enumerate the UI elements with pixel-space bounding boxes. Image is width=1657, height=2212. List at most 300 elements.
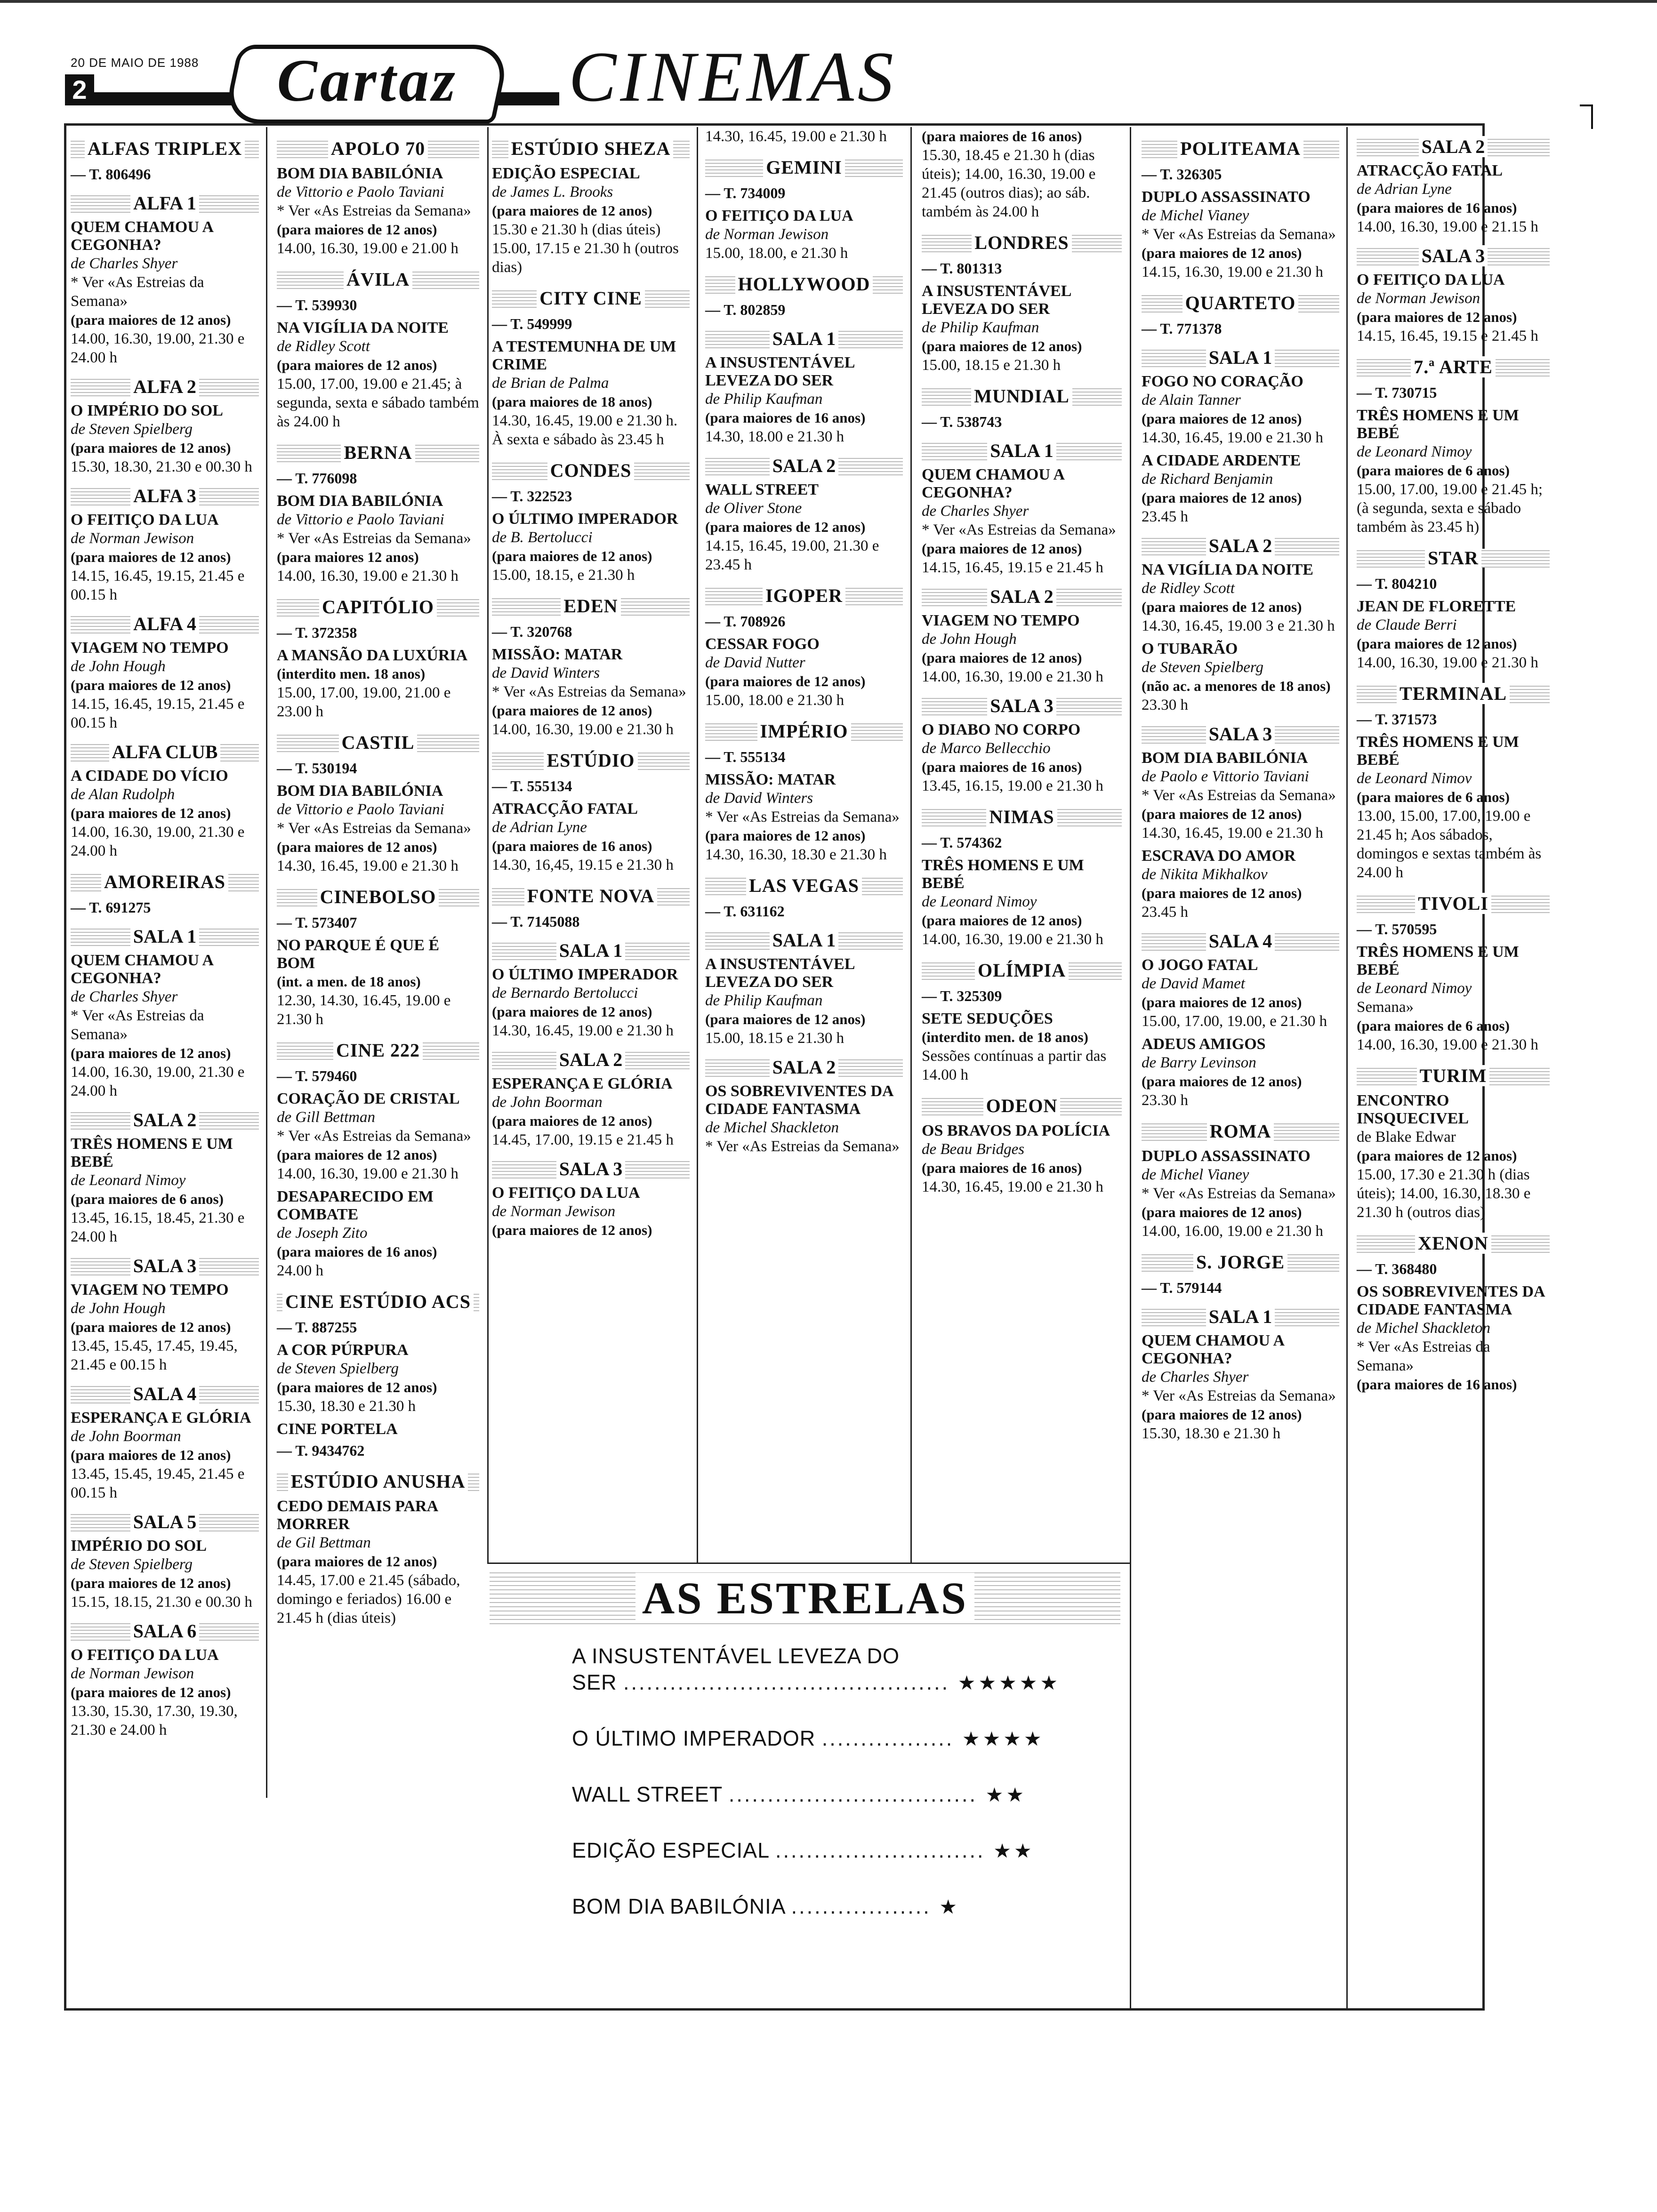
film-entry (705, 635, 903, 710)
cinema-name-text: LONDRES (972, 232, 1071, 253)
age-rating: (interdito men. 18 anos) (277, 665, 426, 682)
cinema-name-text: CONDES (547, 460, 635, 481)
film-entry (277, 165, 479, 258)
cinema-name (922, 233, 1122, 252)
star-film-title: A INSUSTENTÁVEL LEVEZA DO (572, 1644, 900, 1668)
film-note: * Ver «As Estreias da Semana» (705, 809, 900, 825)
cinema-phone: — T. 538743 (922, 413, 1002, 430)
showtimes: 15.00, 17.00, 19.00, e 21.30 h (1142, 1013, 1327, 1030)
film-director: de Leonard Nimoy (71, 1172, 186, 1189)
sala-name-text: ALFA 1 (130, 192, 199, 214)
cinema-phone: — T. 579144 (1142, 1279, 1222, 1296)
film-title: IMPÉRIO DO SOL (71, 1537, 207, 1555)
age-rating: (para maiores de 12 anos) (492, 202, 652, 219)
showtimes: 14.30, 16.45, 19.00 e 21.30 h (705, 128, 887, 145)
age-rating: (para maiores de 12 anos) (1142, 410, 1302, 427)
sala-name-text: ALFA 3 (130, 485, 199, 506)
listing-column-4 (705, 127, 903, 1159)
showtimes: 23.30 h (1142, 1092, 1188, 1109)
stars-box (490, 1572, 1120, 1949)
star-rating: ★★★★★ (949, 1672, 1061, 1694)
film-entry (71, 767, 259, 860)
stars-list (490, 1643, 1120, 1920)
film-note: * Ver «As Estreias da Semana» (1142, 226, 1336, 243)
film-entry (1357, 943, 1550, 1054)
cinema-name (1357, 358, 1550, 377)
film-director: de David Mamet (1142, 975, 1245, 992)
cinema-name-text: CITY CINE (537, 288, 645, 309)
cinema-name (705, 158, 903, 177)
film-director: de David Nutter (705, 654, 805, 671)
cinema-phone: — T. 372358 (277, 624, 357, 641)
cinema-name (277, 888, 479, 906)
showtimes: 12.30, 14.30, 16.45, 19.00 e 21.30 h (277, 992, 451, 1028)
sala-name-text: SALA 1 (1206, 1306, 1275, 1327)
age-rating: (para maiores de 12 anos) (71, 549, 231, 565)
film-entry (1357, 1092, 1550, 1222)
film-title: A INSUSTENTÁVEL LEVEZA DO SER (705, 955, 854, 991)
cinema-name-text: ALFAS TRIPLEX (85, 138, 245, 159)
film-title: O DIABO NO CORPO (922, 721, 1081, 738)
showtimes: 14.00, 16.30, 19.00 e 21.30 h (492, 721, 674, 738)
film-entry (922, 1122, 1122, 1196)
film-title: DESAPARECIDO EM COMBATE (277, 1188, 434, 1223)
cinema-name-text: NIMAS (986, 806, 1057, 827)
film-title: WALL STREET (705, 481, 819, 498)
cinema-name-text: 7.ª ARTE (1411, 356, 1496, 377)
film-entry (922, 282, 1122, 375)
cinema-name (705, 722, 903, 741)
film-director: de Michel Vianey (1142, 207, 1249, 224)
showtimes: 14.30, 16.45, 19.00 e 21.30 h. À sexta e sábado às 23.45 h (492, 412, 678, 448)
showtimes: Sessões contínuas a partir das 14.00 h (922, 1048, 1107, 1083)
cinema-name (1142, 294, 1339, 313)
cinema-name (1357, 684, 1550, 703)
film-entry (492, 646, 690, 739)
film-title: OS BRAVOS DA POLÍCIA (922, 1122, 1110, 1139)
film-title: ESPERANÇA E GLÓRIA (492, 1075, 673, 1092)
film-entry (492, 1184, 690, 1240)
film-director: de Leonard Nimoy (1357, 980, 1472, 997)
cinema-name (492, 139, 690, 158)
age-rating: (int. a men. de 18 anos) (277, 973, 421, 990)
film-title: BOM DIA BABILÓNIA (277, 165, 443, 182)
age-rating: (para maiores de 16 anos) (922, 759, 1082, 775)
film-entry (277, 937, 479, 1029)
cinema-name-text: HOLLYWOOD (735, 273, 873, 295)
film-note: * Ver «As Estreias da Semana» (1142, 1185, 1336, 1202)
age-rating: (para maiores de 12 anos) (922, 649, 1082, 666)
film-title: BOM DIA BABILÓNIA (1142, 749, 1308, 767)
logo-text: Cartaz (277, 47, 458, 114)
sala-name (922, 587, 1122, 606)
showtimes: 14.00, 16.30, 19.00 e 21.30 h (922, 931, 1103, 948)
age-rating: (para maiores de 12 anos) (71, 677, 231, 693)
film-director: de Norman Jewison (1357, 290, 1480, 307)
column-divider (697, 127, 698, 1563)
age-rating: (para maiores de 12 anos) (922, 338, 1082, 354)
film-title: O ÚLTIMO IMPERADOR (492, 966, 678, 983)
cinema-name (71, 873, 259, 891)
film-entry (71, 1135, 259, 1246)
film-entry (277, 1090, 479, 1183)
showtimes: 15.00, 17.00, 19.00 e 21.45; à segunda, sexta e sábado também às 24.00 h (277, 376, 479, 430)
showtimes: 14.30, 16.45, 19.00 e 21.30 h (1142, 825, 1323, 842)
cinema-name-text: IMPÉRIO (757, 721, 851, 742)
cinema-phone: — T. 579460 (277, 1067, 357, 1084)
column-divider (1346, 127, 1348, 2010)
film-title: FOGO NO CORAÇÃO (1142, 373, 1303, 390)
cinema-name (277, 1472, 479, 1491)
star-rating-row (572, 1725, 1120, 1752)
film-title: A CIDADE DO VÍCIO (71, 767, 228, 785)
sala-name-text: SALA 2 (987, 586, 1056, 607)
listing-column-1 (71, 127, 259, 1742)
cinema-name (277, 443, 479, 462)
age-rating: (para maiores de 12 anos) (71, 1575, 231, 1591)
film-title: VIAGEM NO TEMPO (71, 639, 229, 657)
star-film-title-cont: SER (572, 1670, 624, 1694)
film-entry (277, 647, 479, 721)
sala-name (71, 1385, 259, 1403)
sala-name-text: SALA 3 (556, 1158, 626, 1179)
age-rating: (para maiores de 12 anos) (1142, 245, 1302, 261)
cinema-name (492, 597, 690, 616)
cinema-name (71, 139, 259, 158)
film-entry (705, 481, 903, 574)
film-entry (1142, 373, 1339, 447)
film-entry (1357, 1283, 1550, 1394)
film-director: de Alain Tanner (1142, 392, 1241, 409)
cinema-phone: — T. 326305 (1142, 166, 1222, 183)
showtimes: 15.00, 18.15 e 21.30 h (705, 1030, 845, 1047)
age-rating: (para maiores de 12 anos) (922, 912, 1082, 929)
age-rating: (para maiores de 12 anos) (1142, 1406, 1302, 1423)
film-title: O ÚLTIMO IMPERADOR (492, 510, 678, 528)
cinema-phone: — T. 320768 (492, 623, 572, 640)
film-director: de Norman Jewison (492, 1203, 616, 1220)
showtimes: 14.00, 16.30, 19.00 e 21.30 h (277, 1165, 458, 1182)
film-note: * Ver «As Estreias da Semana» (492, 683, 686, 700)
sala-name (705, 329, 903, 348)
sala-name (71, 377, 259, 396)
film-director: de Steven Spielberg (71, 421, 193, 438)
film-note: * Ver «As Estreias da Semana» (277, 530, 471, 547)
column-divider (910, 127, 912, 1563)
film-title: ATRACÇÃO FATAL (1357, 162, 1503, 179)
listing-column-5 (922, 127, 1122, 1199)
film-director: de Claude Berri (1357, 617, 1457, 633)
star-rating: ★★ (985, 1840, 1035, 1862)
film-director: de B. Bertolucci (492, 529, 593, 546)
age-rating: (para maiores de 12 anos) (1142, 1204, 1302, 1220)
cinema-name (1142, 1122, 1339, 1141)
film-director: de Philip Kaufman (922, 319, 1039, 336)
film-entry (922, 612, 1122, 686)
film-entry (277, 319, 479, 431)
showtimes: 14.00, 16.30, 19.00 e 21.30 h (277, 568, 458, 585)
film-title: A INSUSTENTÁVEL LEVEZA DO SER (705, 354, 854, 389)
cinema-name-text: APOLO 70 (328, 138, 428, 159)
showtimes: 14.45, 17.00, 19.15 e 21.45 h (492, 1131, 674, 1148)
cinema-name (277, 598, 479, 617)
film-title: BOM DIA BABILÓNIA (277, 492, 443, 510)
listing-column-7 (1357, 127, 1550, 1397)
sala-name (705, 457, 903, 475)
age-rating: (para maiores de 16 anos) (1357, 200, 1517, 216)
film-note: * Ver «As Estreias da Semana» (71, 274, 204, 310)
star-film-title: BOM DIA BABILÓNIA (572, 1894, 791, 1918)
film-director: de Vittorio e Paolo Taviani (277, 184, 444, 200)
cinema-name (1357, 1066, 1550, 1085)
film-note: de Blake Edwar (1357, 1129, 1456, 1146)
top-rule (0, 0, 1657, 3)
cinema-phone: — T. 530194 (277, 760, 357, 777)
film-title: QUEM CHAMOU A CEGONHA? (71, 952, 213, 987)
film-title: A INSUSTENTÁVEL LEVEZA DO SER (922, 282, 1071, 318)
film-director: de John Hough (71, 658, 166, 675)
film-director: de Charles Shyer (1142, 1369, 1249, 1386)
cinema-phone: — T. 555134 (492, 777, 572, 794)
cinema-name (1142, 139, 1339, 158)
issue-date: 20 DE MAIO DE 1988 (71, 56, 199, 70)
showtimes: 14.30, 16,45, 19.15 e 21.30 h (492, 857, 674, 874)
cinema-phone: — T. 549999 (492, 315, 572, 332)
film-title: TRÊS HOMENS E UM BEBÉ (1357, 407, 1519, 442)
cinema-name-text: TIVOLI (1415, 893, 1491, 914)
showtimes: 14.30, 16.45, 19.00 e 21.30 h (492, 1022, 674, 1039)
showtimes: 13.45, 15.45, 19.45, 21.45 e 00.15 h (71, 1466, 245, 1501)
film-director: de Paolo e Vittorio Taviani (1142, 768, 1309, 785)
film-title: MISSÃO: MATAR (492, 646, 623, 663)
sala-name-text: SALA 3 (130, 1255, 200, 1276)
film-title: TRÊS HOMENS E UM BEBÉ (1357, 733, 1519, 769)
film-entry (705, 771, 903, 864)
showtimes: 14.30, 16.45, 19.00 e 21.30 h (922, 1178, 1103, 1195)
film-entry (1142, 452, 1339, 526)
cinema-phone: — T. 325309 (922, 987, 1002, 1004)
cinema-name (277, 270, 479, 289)
film-director: de Charles Shyer (922, 503, 1029, 520)
sala-name-text: SALA 5 (130, 1511, 200, 1532)
cinema-name-text: STAR (1425, 547, 1481, 569)
cinema-phone: — T. 804210 (1357, 575, 1437, 592)
cinema-name-text: AMOREIRAS (101, 871, 228, 892)
cinema-name-text: ESTÚDIO SHEZA (508, 138, 674, 159)
age-rating: (para maiores de 12 anos) (492, 548, 652, 564)
cinema-name (922, 387, 1122, 406)
film-entry (492, 338, 690, 449)
showtimes: 14.15, 16.45, 19.15, 21.45 e 00.15 h (71, 568, 245, 603)
cinema-name-text: XENON (1415, 1233, 1491, 1254)
film-title: EDIÇÃO ESPECIAL (492, 165, 640, 182)
sala-name (492, 1160, 690, 1178)
cartaz-logo (222, 45, 511, 124)
cinema-phone: — T. 708926 (705, 613, 786, 630)
film-note: * Ver «As Estreias da Semana» (922, 521, 1116, 538)
leader-dots: .................. (791, 1894, 931, 1918)
film-director: de John Hough (922, 631, 1017, 648)
star-rating-row (572, 1643, 1120, 1696)
sala-name (1142, 725, 1339, 744)
leader-dots: .......................................... (623, 1670, 950, 1694)
film-entry (492, 510, 690, 585)
cinema-phone: — T. 734009 (705, 184, 786, 201)
cinema-name-text: FONTE NOVA (524, 885, 657, 906)
showtimes: 13.00, 15.00, 17.00, 19.00 e 21.45 h; Aos sábados, domingos e sextas também às 24.00 h (1357, 808, 1542, 881)
film-title: O JOGO FATAL (1142, 956, 1258, 974)
showtimes: 14.00, 16.30, 19.00 e 21.15 h (1357, 218, 1538, 235)
cinema-phone: — T. 631162 (705, 903, 785, 920)
showtimes: 13.45, 16.15, 18.45, 21.30 e 24.00 h (71, 1210, 245, 1245)
cinema-name-text: CINE ESTÚDIO ACS (282, 1291, 474, 1312)
film-director: de John Boorman (71, 1428, 181, 1445)
film-entry (71, 218, 259, 367)
film-entry (922, 721, 1122, 795)
sala-name (71, 194, 259, 213)
age-rating: (para maiores de 16 anos) (277, 1243, 437, 1260)
sala-name (1357, 247, 1550, 265)
cinema-name (277, 733, 479, 752)
showtimes: 14.00, 16.00, 19.00 e 21.30 h (1142, 1223, 1323, 1240)
film-entry (71, 511, 259, 604)
film-title: QUEM CHAMOU A CEGONHA? (71, 218, 213, 254)
film-title: VIAGEM NO TEMPO (922, 612, 1080, 629)
cinema-name (277, 1292, 479, 1311)
film-entry (492, 966, 690, 1040)
cinema-phone: — T. 573407 (277, 914, 357, 931)
age-rating: (para maiores de 16 anos) (922, 1160, 1082, 1176)
age-rating: (para maiores de 12 anos) (277, 839, 437, 855)
showtimes: 23.45 h (1142, 508, 1188, 525)
cinema-name-text: LAS VEGAS (746, 875, 862, 896)
age-rating: (para maiores de 12 anos) (492, 1222, 652, 1238)
film-note: * Ver «As Estreias da Semana» (277, 1128, 471, 1145)
sala-name (71, 1622, 259, 1641)
film-director: de Richard Benjamin (1142, 471, 1273, 488)
film-title: OS SOBREVIVENTES DA CIDADE FANTASMA (705, 1082, 893, 1118)
film-title: A TESTEMUNHA DE UM CRIME (492, 338, 676, 373)
showtimes: 14.00, 16.30, 19.00 e 21.30 h (1357, 1036, 1538, 1053)
stars-title-text: AS ESTRELAS (635, 1573, 974, 1623)
cinema-name-text: GEMINI (763, 157, 845, 178)
showtimes: 15.00, 17.00, 19.00 e 21.45 h; (à segunda, sexta e sábado também às 23.45 h) (1357, 481, 1543, 536)
film-title: A MANSÃO DA LUXÚRIA (277, 647, 468, 664)
film-title: TRÊS HOMENS E UM BEBÉ (922, 857, 1084, 892)
film-director: de Gill Bettman (277, 1109, 375, 1126)
cinema-phone: — T. 322523 (492, 488, 572, 505)
age-rating: (para maiores de 12 anos) (705, 519, 866, 535)
cinema-name (492, 751, 690, 770)
film-director: de Marco Bellecchio (922, 740, 1051, 757)
film-title: A COR PÚRPURA (277, 1341, 409, 1359)
film-entry (1142, 1332, 1339, 1443)
film-director: de Beau Bridges (922, 1141, 1025, 1158)
film-note: * Ver «As Estreias da Semana» (1357, 1338, 1490, 1374)
film-title: O IMPÉRIO DO SOL (71, 402, 223, 419)
column-divider (487, 127, 489, 1563)
film-entry (1142, 640, 1339, 714)
film-entry (71, 639, 259, 732)
cinema-phone: — T. 7145088 (492, 913, 580, 930)
age-rating: (para maiores de 12 anos) (71, 1319, 231, 1335)
age-rating: (para maiores de 12 anos) (1142, 489, 1302, 506)
age-rating: (para maiores de 12 anos) (705, 673, 866, 689)
showtimes: 23.30 h (1142, 697, 1188, 713)
showtimes: 14.15, 16.45, 19.00, 21.30 e 23.45 h (705, 537, 879, 573)
film-note: * Ver «As Estreias da Semana» (705, 1138, 900, 1155)
film-director: de David Winters (705, 790, 813, 807)
film-title: VIAGEM NO TEMPO (71, 1281, 229, 1298)
star-film-title: O ÚLTIMO IMPERADOR (572, 1726, 822, 1750)
showtimes: 15.30, 18.30 e 21.30 h (277, 1398, 416, 1415)
cinema-phone: — T. 371573 (1357, 711, 1437, 728)
film-title: ENCONTRO INSQUECIVEL (1357, 1092, 1469, 1127)
film-director: de Barry Levinson (1142, 1054, 1256, 1071)
film-entry (705, 955, 903, 1048)
listing-column-2 (277, 127, 479, 1630)
film-entry (922, 857, 1122, 949)
film-note: * Ver «As Estreias da Semana» (71, 1007, 204, 1043)
sala-name-text: ALFA 4 (130, 613, 199, 634)
star-rating: ★ (931, 1896, 960, 1918)
leader-dots: ................. (821, 1726, 954, 1750)
cinema-name: CINE PORTELA (277, 1420, 398, 1438)
age-rating: (para maiores de 12 anos) (1142, 806, 1302, 822)
film-director: de Norman Jewison (705, 226, 829, 243)
film-title: O FEITIÇO DA LUA (492, 1184, 640, 1202)
film-entry (71, 1646, 259, 1739)
star-rating: ★★★★ (954, 1728, 1045, 1750)
cinema-phone: — T. 9434762 (277, 1442, 365, 1459)
cinema-name-text: ESTÚDIO ANUSHA (288, 1471, 468, 1492)
film-entry (1357, 271, 1550, 345)
age-rating: (para maiores de 12 anos) (277, 1379, 437, 1395)
film-director: de James L. Brooks (492, 184, 613, 200)
film-director: de John Boorman (492, 1094, 603, 1111)
age-rating: (para maiores de 16 anos) (922, 128, 1082, 144)
cinema-phone: — T. 801313 (922, 260, 1002, 277)
film-title: A CIDADE ARDENTE (1142, 452, 1301, 469)
film-title: BOM DIA BABILÓNIA (277, 782, 443, 800)
showtimes: 13.45, 16.15, 19.00 e 21.30 h (922, 777, 1103, 794)
film-entry (277, 1341, 479, 1416)
age-rating: (para maiores de 12 anos) (1142, 599, 1302, 615)
showtimes: 15.00, 18.15 e 21.30 h (922, 357, 1061, 374)
film-director: de Brian de Palma (492, 375, 609, 392)
film-entry (1357, 733, 1550, 882)
sala-name-text: SALA 2 (556, 1049, 626, 1070)
cinema-name (1357, 549, 1550, 568)
film-director: de Ridley Scott (1142, 580, 1235, 597)
film-title: MISSÃO: MATAR (705, 771, 836, 788)
film-director: de Steven Spielberg (277, 1360, 399, 1377)
age-rating: (para maiores de 12 anos) (1357, 635, 1517, 652)
age-rating: (para maiores de 12 anos) (1357, 1147, 1517, 1164)
film-title: O FEITIÇO DA LUA (1357, 271, 1505, 289)
cinema-phone: — T. 776098 (277, 470, 357, 487)
sala-name (922, 441, 1122, 460)
showtimes: 14.15, 16.45, 19.15, 21.45 e 00.15 h (71, 696, 245, 731)
corner-mark (1591, 104, 1593, 129)
cinema-name-text: IGOPER (763, 585, 845, 606)
film-director: de Adrian Lyne (1357, 181, 1452, 198)
cinema-phone: — T. 570595 (1357, 921, 1437, 938)
sala-name-text: SALA 3 (987, 695, 1056, 716)
film-entry (71, 1281, 259, 1374)
sala-name (71, 487, 259, 505)
showtimes: 15.00, 18.15, e 21.30 h (492, 567, 635, 584)
